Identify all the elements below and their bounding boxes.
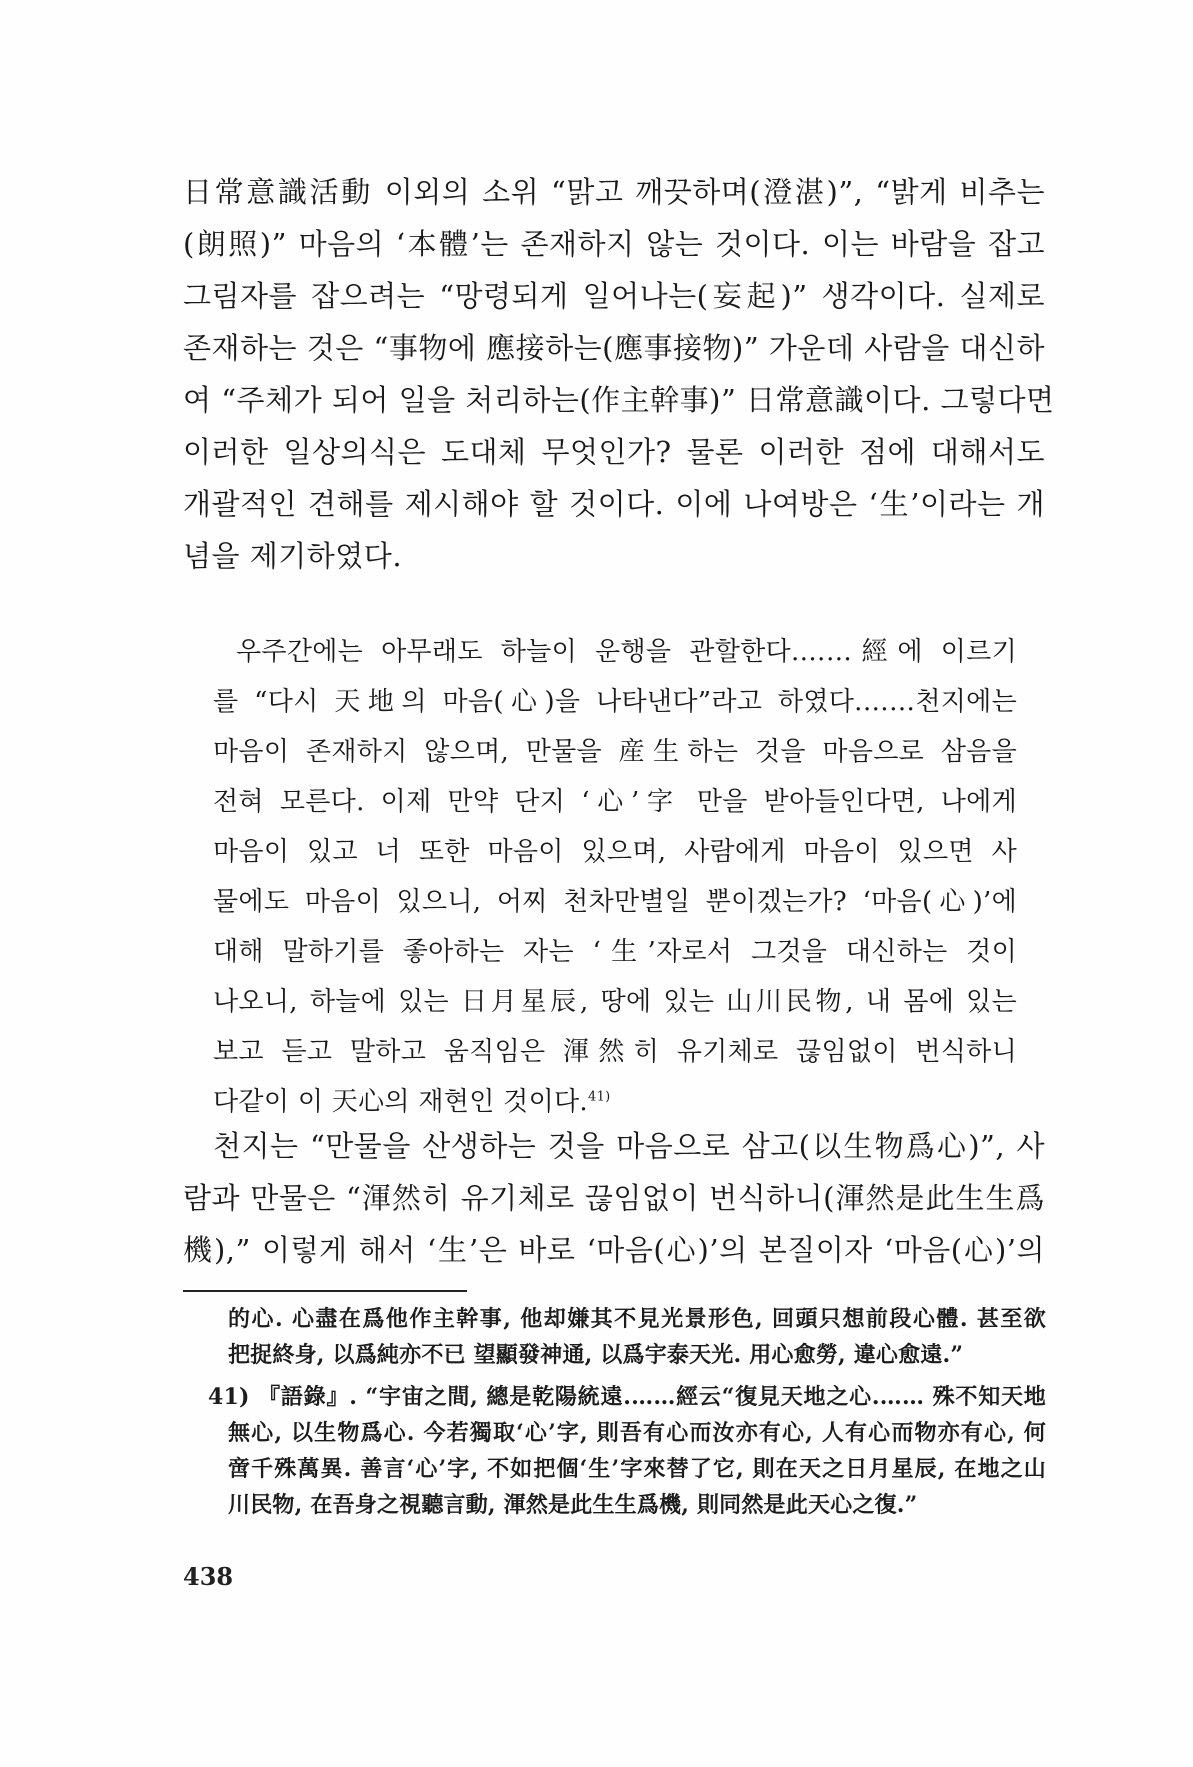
quote-line: 를 “다시 天地의 마음(心)을 나타낸다”라고 하였다.……천지에는 bbox=[213, 687, 1017, 717]
paragraph-2-line: 람과 만물은 “渾然히 유기체로 끊임없이 번식하니(渾然是此生生爲 bbox=[183, 1181, 1045, 1215]
quote-line: 마음이 존재하지 않으며, 만물을 産生하는 것을 마음으로 삼음을 bbox=[213, 737, 1017, 767]
quote-line: 보고 듣고 말하고 움직임은 渾然히 유기체로 끊임없이 번식하니 bbox=[213, 1037, 1017, 1067]
paragraph-1-line: 존재하는 것은 “事物에 應接하는(應事接物)” 가운데 사람을 대신하 bbox=[183, 331, 1045, 365]
paragraph-2-line: 천지는 “만물을 산생하는 것을 마음으로 삼고(以生物爲心)”, 사 bbox=[213, 1129, 1045, 1163]
quote-line: 나오니, 하늘에 있는 日月星辰, 땅에 있는 山川民物, 내 몸에 있는 bbox=[213, 987, 1017, 1017]
footnote-41-line: 川民物, 在吾身之視聽言動, 渾然是此生生爲機, 則同然是此天心之復.” bbox=[228, 1492, 918, 1518]
footnote-continued-line: 把捉終身, 以爲純亦不已 望顯發神通, 以爲宇泰天光. 用心愈勞, 違心愈遠.” bbox=[228, 1342, 964, 1368]
footnote-continued-line: 的心. 心盡在爲他作主幹事, 他却嫌其不見光景形色, 回頭只想前段心體. 甚至欲 bbox=[228, 1306, 1046, 1332]
quote-line: 마음이 있고 너 또한 마음이 있으며, 사람에게 마음이 있으면 사 bbox=[213, 837, 1017, 867]
paragraph-1-line: (朗照)” 마음의 ‘本體’는 존재하지 않는 것이다. 이는 바람을 잡고 bbox=[183, 227, 1045, 261]
quote-line: 물에도 마음이 있으니, 어찌 천차만별일 뿐이겠는가? ‘마음(心)’에 bbox=[213, 887, 1017, 917]
paragraph-1-line: 그림자를 잡으려는 “망령되게 일어나는(妄起)” 생각이다. 실제로 bbox=[183, 279, 1045, 313]
footnote-41-line: 啻千殊萬異. 善言‘心’字, 不如把個‘生’字來替了它, 則在天之日月星辰, 在地之山 bbox=[228, 1456, 1046, 1482]
paragraph-2-line: 機),” 이렇게 해서 ‘生’은 바로 ‘마음(心)’의 본질이자 ‘마음(心)’의 bbox=[183, 1233, 1045, 1267]
paragraph-1-line: 개괄적인 견해를 제시해야 할 것이다. 이에 나여방은 ‘生’이라는 개 bbox=[183, 487, 1045, 521]
footnote-41-line: 無心, 以生物爲心. 今若獨取‘心’字, 則吾有心而汝亦有心, 人有心而物亦有心, 何 bbox=[228, 1420, 1046, 1446]
quote-line-last bbox=[213, 1081, 1017, 1118]
quote-text: 다같이 이 天心의 재현인 것이다. bbox=[213, 1087, 588, 1117]
quote-line: 우주간에는 아무래도 하늘이 운행을 관할한다.……經에 이르기 bbox=[236, 637, 1017, 667]
paragraph-1-line: 이러한 일상의식은 도대체 무엇인가? 물론 이러한 점에 대해서도 bbox=[183, 435, 1045, 469]
paragraph-1-line: 여 “주체가 되어 일을 처리하는(作主幹事)” 日常意識이다. 그렇다면 bbox=[183, 383, 1055, 417]
footnote-separator bbox=[183, 1290, 467, 1292]
footnote-reference[interactable]: 41) bbox=[588, 1089, 611, 1105]
paragraph-1-line: 념을 제기하였다. bbox=[183, 539, 403, 573]
footnote-41-line: 41) 『語錄』. “宇宙之間, 總是乾陽統遠.……經云“復見天地之心.…… 殊不知天地 bbox=[208, 1384, 1046, 1410]
page-number: 438 bbox=[183, 1562, 234, 1591]
paragraph-1-line: 日常意識活動 이외의 소위 “맑고 깨끗하며(澄湛)”, “밝게 비추는 bbox=[183, 175, 1045, 209]
quote-line: 전혀 모른다. 이제 만약 단지 ‘心’字 만을 받아들인다면, 나에게 bbox=[213, 787, 1017, 817]
quote-line: 대해 말하기를 좋아하는 자는 ‘生’자로서 그것을 대신하는 것이 bbox=[213, 937, 1017, 967]
